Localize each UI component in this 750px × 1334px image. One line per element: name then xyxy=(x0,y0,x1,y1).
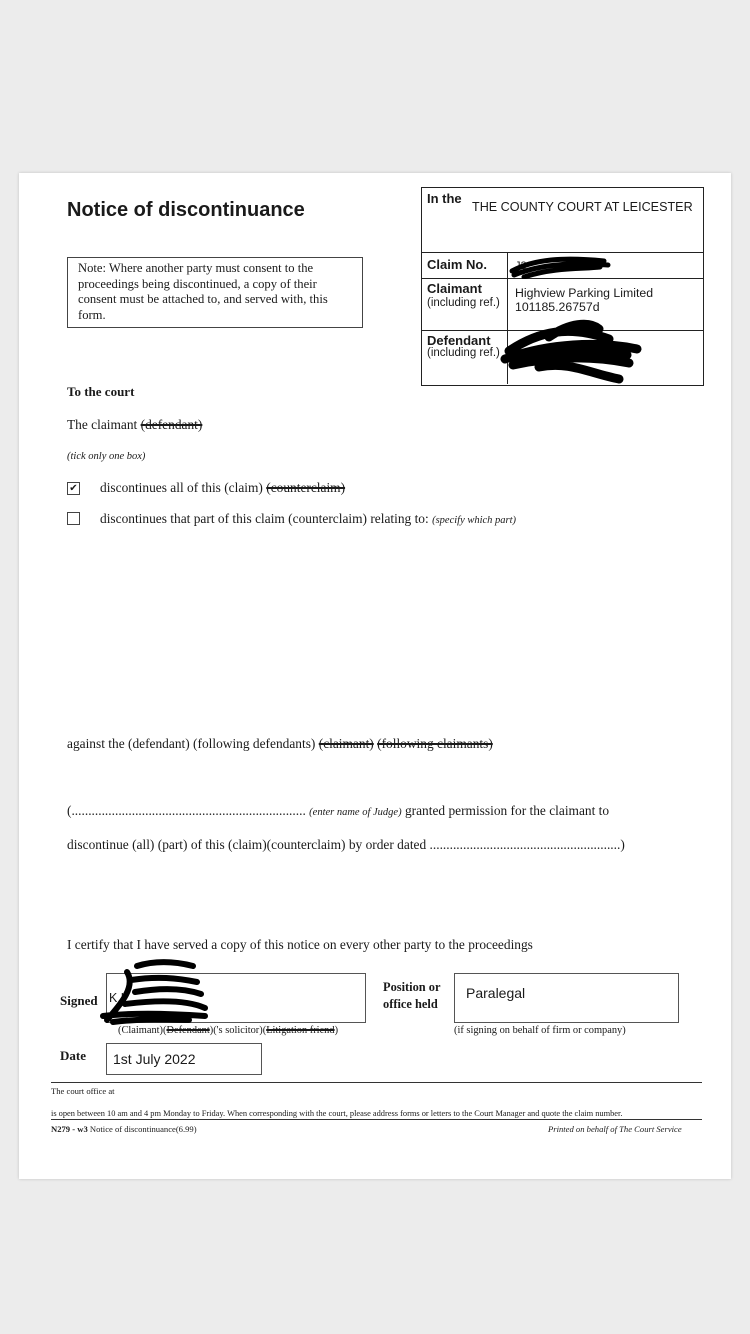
option-all-text: discontinues all of this (claim) xyxy=(100,480,267,495)
position-caption: (if signing on behalf of firm or company) xyxy=(454,1025,626,1036)
to-the-court-heading: To the court xyxy=(67,384,135,399)
option-part-checkbox[interactable] xyxy=(67,512,80,525)
caption-claimant: (Claimant)( xyxy=(118,1025,167,1036)
claim-no-redaction xyxy=(504,255,614,279)
caption-litigation-friend-struck: Litigation friend xyxy=(266,1025,335,1036)
position-label xyxy=(383,979,440,1013)
date-field[interactable] xyxy=(106,1043,262,1075)
judge-name-hint: (enter name of Judge) xyxy=(309,807,402,818)
struck-following-claimants-text: (following claimants) xyxy=(377,736,493,751)
option-part-label xyxy=(100,511,516,527)
footer-divider-2 xyxy=(51,1119,702,1120)
claim-no-label: Claim No. xyxy=(427,257,487,272)
consent-note: Note: Where another party must consent to the proceedings being discontinued, a copy of their consent must be attached to, and served with, this form. xyxy=(67,257,363,328)
date-label: Date xyxy=(60,1048,86,1063)
judge-permission-line xyxy=(67,803,609,819)
struck-defendant-text: (defendant) xyxy=(140,417,203,432)
footer-printed-by: Printed on behalf of The Court Service xyxy=(548,1124,682,1134)
order-dated-line: discontinue (all) (part) of this (claim)(counterclaim) by order dated .........................................................) xyxy=(67,837,625,852)
signature-scribble xyxy=(97,958,209,1028)
defendant-sub-label: (including ref.) xyxy=(427,347,500,359)
judge-name-blank: (...................................................................... xyxy=(67,803,306,818)
footer-court-office: The court office at xyxy=(51,1086,115,1096)
form-code: N279 - w3 xyxy=(51,1124,88,1134)
against-line xyxy=(67,736,493,752)
caption-close: ) xyxy=(334,1025,339,1036)
struck-claimant-text: (claimant) xyxy=(318,736,374,751)
option-all-checkbox[interactable]: ✔ xyxy=(67,482,80,495)
claimant-name: Highview Parking Limited xyxy=(515,286,654,300)
signature-text: K.L xyxy=(109,991,128,1005)
option-part-text: discontinues that part of this claim (counterclaim) relating to: xyxy=(100,511,429,526)
footer-form-code xyxy=(51,1124,197,1134)
caption-defendant-struck: Defendant xyxy=(166,1025,210,1036)
signed-label: Signed xyxy=(60,993,98,1008)
claimant-line xyxy=(67,417,202,433)
court-name: THE COUNTY COURT AT LEICESTER xyxy=(472,200,693,214)
specify-hint: (specify which part) xyxy=(432,515,517,526)
tick-instruction: (tick only one box) xyxy=(67,451,146,462)
footer-opening-hours: is open between 10 am and 4 pm Monday to Friday. When corresponding with the court, please address forms or letters to the Court Manager and quote the claim number. xyxy=(51,1109,623,1118)
certify-statement: I certify that I have served a copy of this notice on every other party to the proceedings xyxy=(67,937,533,952)
date-value: 1st July 2022 xyxy=(113,1051,196,1067)
claimant-ref: 101185.26757d xyxy=(515,300,600,314)
position-label-line2: office held xyxy=(383,997,438,1011)
option-all-label xyxy=(100,480,345,496)
claimant-line-text: The claimant xyxy=(67,417,141,432)
position-field[interactable] xyxy=(454,973,679,1023)
form-name: Notice of discontinuance(6.99) xyxy=(87,1124,197,1134)
claimant-label: Claimant xyxy=(427,281,482,296)
defendant-redaction xyxy=(499,317,644,385)
struck-counterclaim-text: (counterclaim) xyxy=(266,480,346,495)
form-title: Notice of discontinuance xyxy=(67,199,305,221)
position-value: Paralegal xyxy=(466,985,526,1001)
permission-text: granted permission for the claimant to xyxy=(401,803,610,818)
signer-role-caption xyxy=(118,1025,338,1036)
caption-solicitor: )('s solicitor)( xyxy=(209,1025,267,1036)
position-label-line1: Position or xyxy=(383,980,441,994)
document-page xyxy=(19,173,731,1179)
in-the-label: In the xyxy=(427,191,462,206)
defendant-label: Defendant xyxy=(427,333,491,348)
claim-no-value: J2 xyxy=(515,260,527,272)
footer-divider xyxy=(51,1082,702,1083)
claimant-sub-label: (including ref.) xyxy=(427,297,500,309)
against-text: against the (defendant) (following defendants) xyxy=(67,736,319,751)
